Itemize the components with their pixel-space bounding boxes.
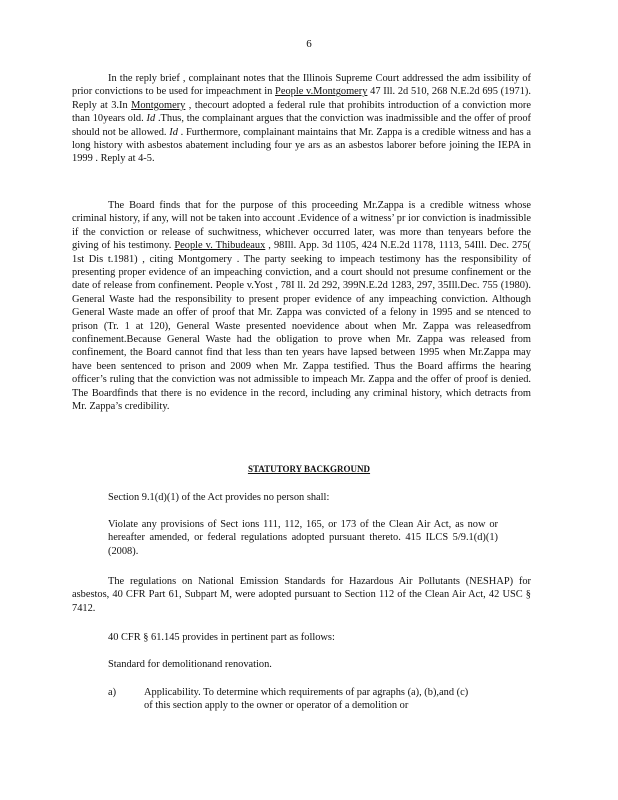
citation-id: Id [169, 126, 178, 138]
section-heading: STATUTORY BACKGROUND [247, 464, 371, 474]
paragraph-neshap: The regulations on National Emission Standards for Hazardous Air Pollutants (NESHAP) for asbestos, 40 CFR Part 61, Subpart M, were adopted pursuant to Section 112 of the Clean Air Act, 42 USC § 7412. [72, 576, 531, 614]
cfr-provision-line: 40 CFR § 61.145 provides in pertinent part as follows: [108, 632, 335, 643]
citation-people-montgomery: People v.Montgomery [275, 86, 368, 98]
paragraph-reply-brief: In the reply brief , complainant notes that the Illinois Supreme Court addressed the adm issibility of prior convictions to be used for impeachment in People v.Montgomery 47 Ill. 2d 510, 268 N.E.2d 695 (1971). Reply at 3.In Montgomery , thecourt adopted a federal rule that prohibits introduction of a conviction more than 10years old. Id .Thus, the complainant argues that the conviction was inadmissible and the offer of proof should not be allowed. Id . Furthermore, complainant maintains that Mr. Zappa is a credible witness and has a long history with asbestos abatement including four ye ars as an asbestos laborer before joining the IEPA in 1999 . Reply at 4-5. [72, 73, 532, 165]
standard-title: Standard for demolitionand renovation. [108, 659, 272, 670]
section-intro: Section 9.1(d)(1) of the Act provides no person shall: [108, 492, 330, 503]
page-number: 6 [306, 38, 312, 50]
citation-id: Id [146, 113, 156, 125]
block-quote: Violate any provisions of Sect ions 111, 112, 165, or 173 of the Clean Air Act, as now or hereafter amended, or federal regulations adopted pursuant thereto. 415 ILCS 5/9.1(d)(1) (2008). [108, 519, 498, 557]
item-a-text: Applicability. To determine which requirements of par agraphs (a), (b),and (c) of this section apply to the owner or operator of a demolition or [144, 687, 469, 712]
citation-people-thibudeaux: People v. Thibudeaux [174, 240, 266, 252]
paragraph-board-finds: The Board finds that for the purpose of this proceeding Mr.Zappa is a credible witness whose criminal history, if any, will not be taken into account .Evidence of a witness’ pr ior conviction is inadmissible if the conviction or release of suchwitness, whichever occurred later, was more than tenyears before the giving of his testimony. People v. Thibudeaux , 98Ill. App. 3d 1105, 424 N.E.2d 1178, 1113, 54Ill. Dec. 275( 1st Dis t.1981) , citing Montgomery . The party seeking to impeach testimony has the responsibility of presenting proper evidence of an impeaching conviction, and a court should not presume confinement or the date of release from confinement. People v.Yost , 78I ll. 2d 292, 399N.E.2d 1283, 297, 35Ill.Dec. 755 (1980). General Waste had the responsibility to present proper evidence of any impeaching conviction. Although General Waste made an offer of proof that Mr. Zappa was convicted of a felony in 1995 and se ntenced to prison (Tr. 1 at 120), General Waste presented noevidence about when Mr. Zappa was releasedfrom confinement.Because General Waste had the obligation to prove when Mr. Zappa was released from confinement, the Board cannot find that less than ten years have lapsed between 1995 when Mr.Zappa may have been sentenced to prison and 2009 when Mr. Zappa testified. Thus the Board affirms the hearing officer’s ruling that the conviction was not admissible to impeach Mr. Zappa and the offer of proof is denied. The Boardfinds that there is no evidence in the record, including any criminal history, which detracts from Mr. Zappa’s credibility. [72, 200, 531, 413]
item-a-label: a) [108, 687, 117, 698]
citation-montgomery: Montgomery [131, 99, 186, 111]
